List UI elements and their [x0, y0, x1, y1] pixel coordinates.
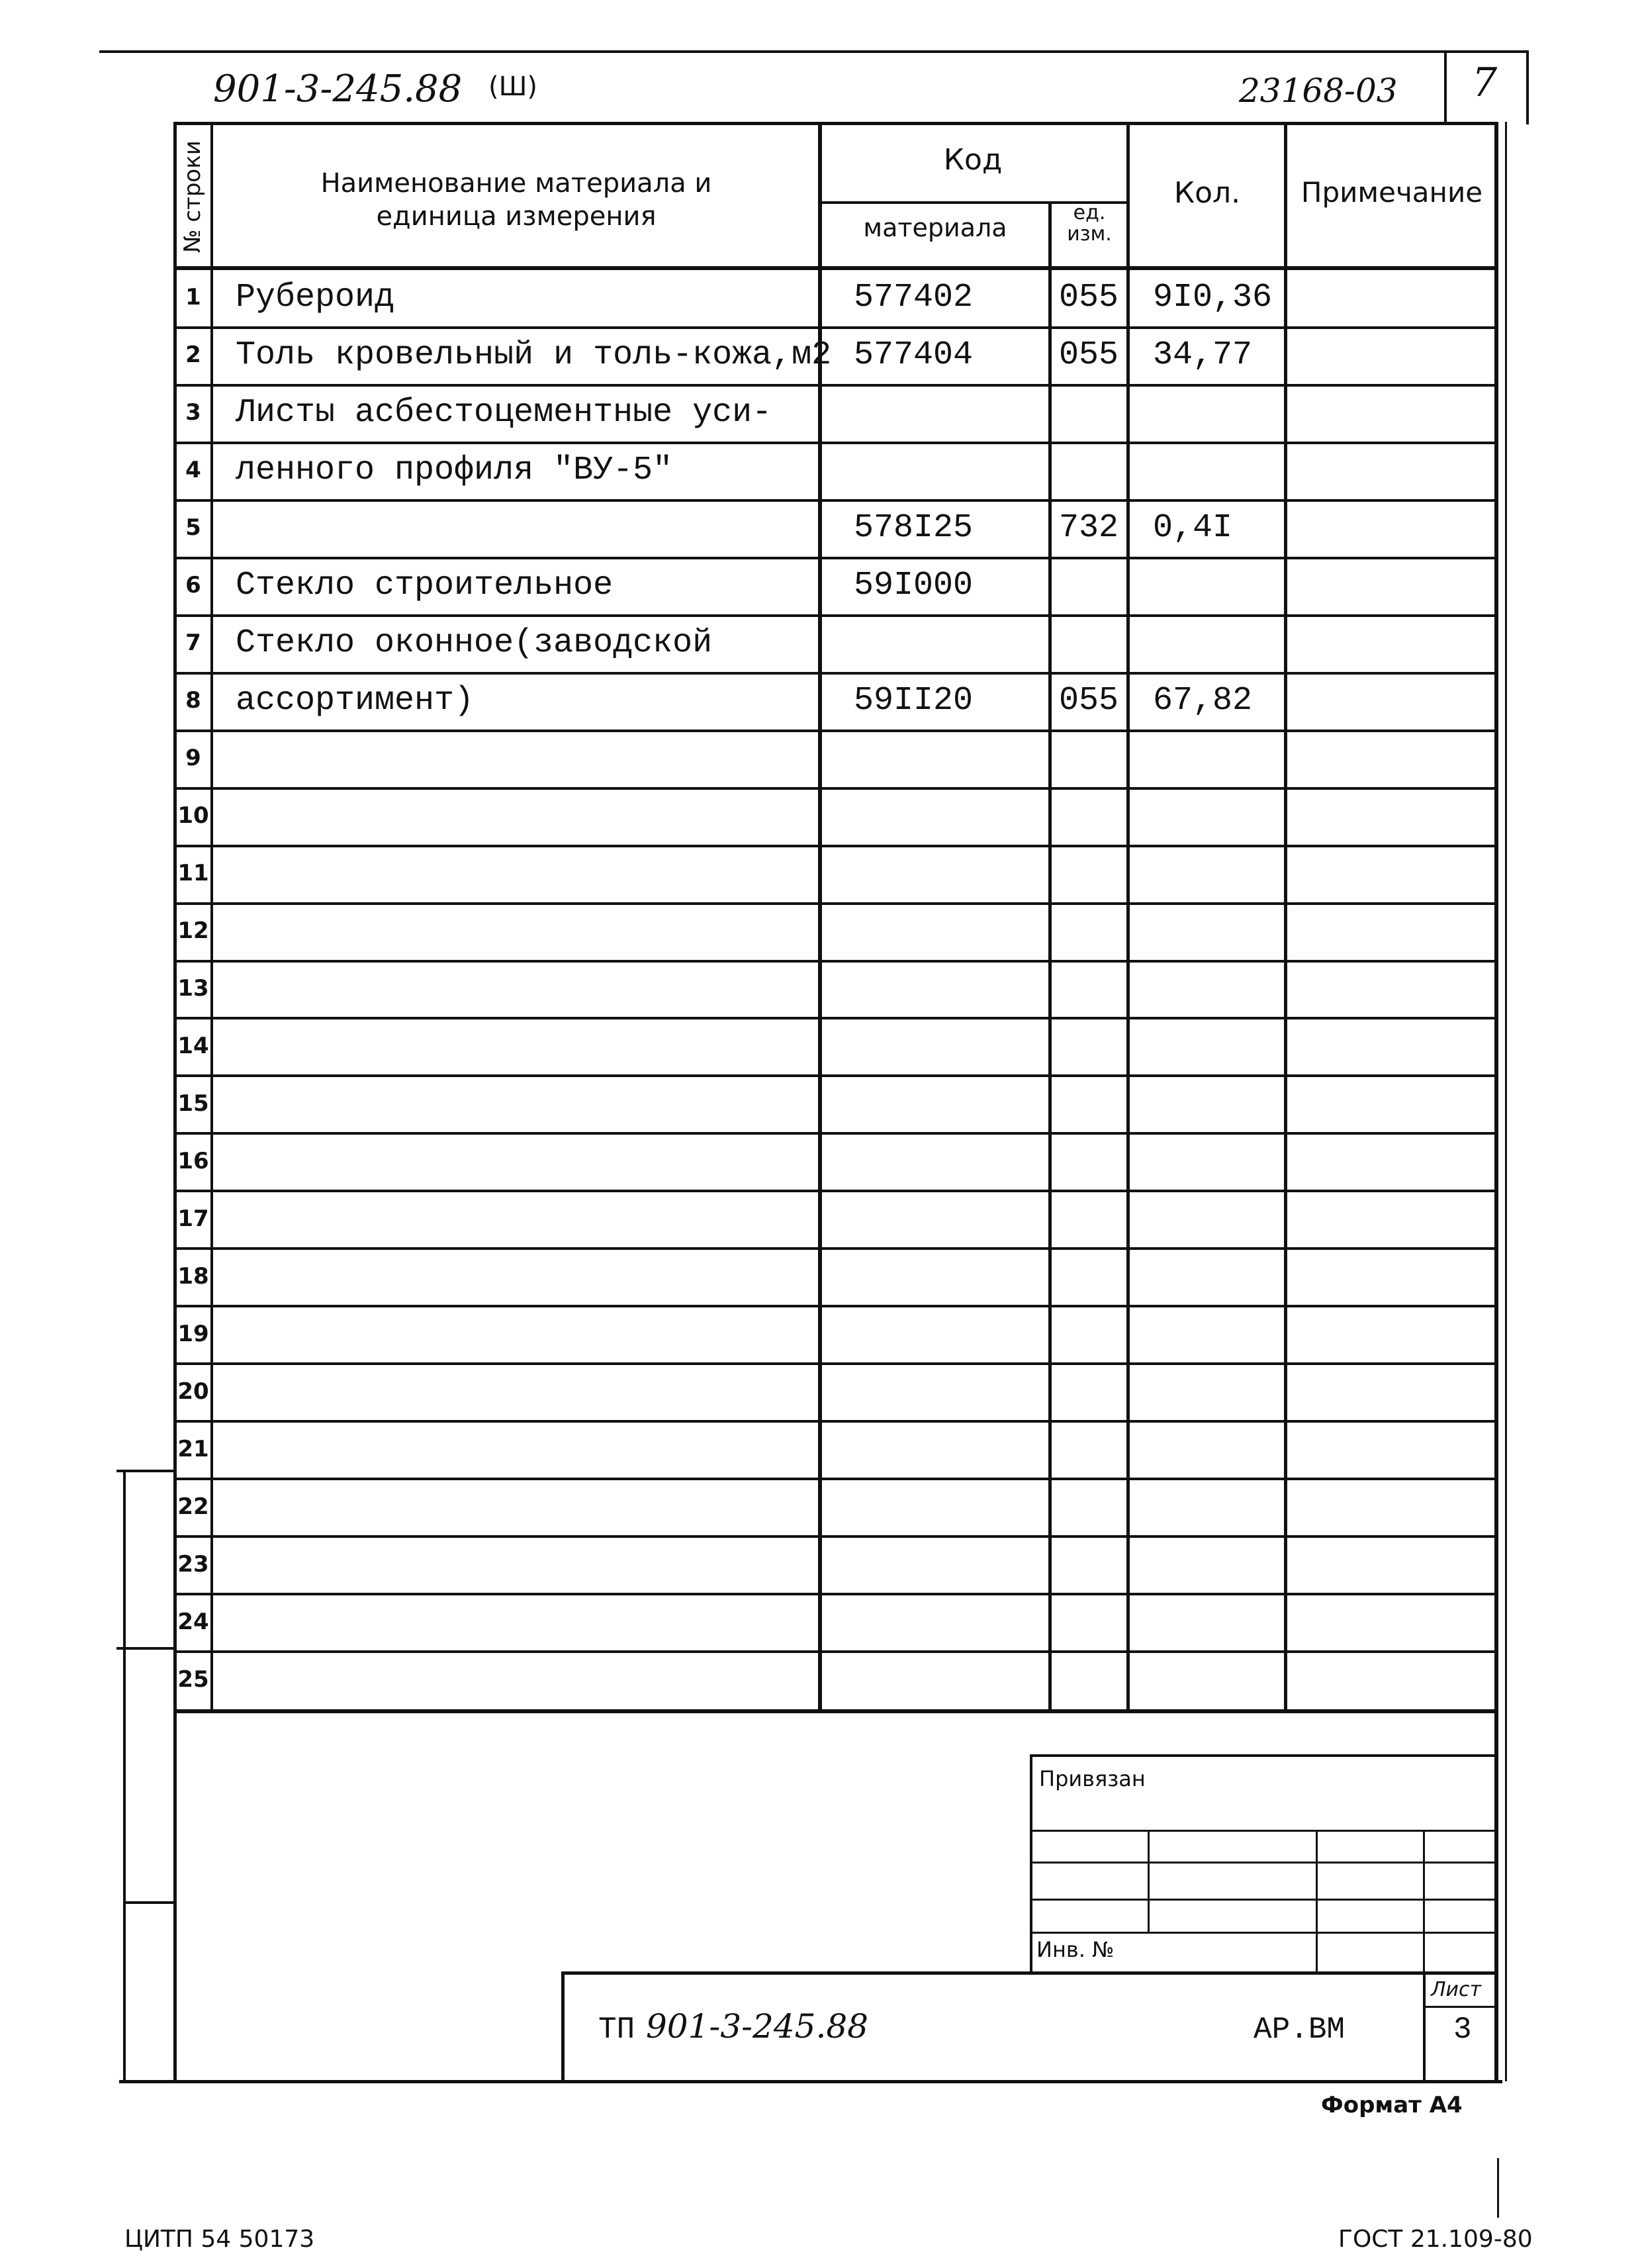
row-number: 23: [177, 1550, 209, 1578]
row-name: Листы асбестоцементные уси-: [236, 394, 772, 432]
sheet-box-left: [1423, 1971, 1426, 2083]
note-header: Примечание: [1300, 176, 1483, 209]
row-name: Стекло оконное(заводской: [236, 624, 713, 663]
rows-bottom: [173, 1709, 1497, 1713]
row-number: 8: [185, 687, 201, 714]
format-label: Формат А4: [1321, 2092, 1463, 2118]
doc-code: 23168-03: [1239, 71, 1398, 110]
table-right: [1494, 122, 1498, 2081]
row-divider: [173, 1017, 1497, 1019]
title-block-left: [561, 1971, 565, 2083]
row-material-code: 578I25: [854, 509, 974, 547]
row-number: 7: [185, 630, 201, 657]
footer-left: ЦИТП 54 50173: [124, 2226, 315, 2253]
page-number-box-left: [1444, 50, 1447, 124]
inv-no-label: Инв. №: [1036, 1937, 1115, 1962]
row-number: 12: [177, 918, 209, 945]
material-header: материала: [863, 213, 1007, 242]
row-divider: [173, 384, 1497, 387]
col-div-unit: [1048, 203, 1052, 1711]
row-divider: [173, 960, 1497, 963]
col-div-rownum: [210, 122, 213, 1711]
row-divider: [173, 442, 1497, 444]
row-name: Стекло строительное: [236, 567, 614, 605]
row-divider: [173, 1593, 1497, 1595]
row-divider: [173, 1362, 1497, 1365]
header-bottom: [173, 266, 1497, 270]
outer-right-double: [1505, 122, 1507, 2081]
row-divider: [173, 1074, 1497, 1077]
row-material-code: 577402: [854, 279, 974, 317]
left-strip-low: [123, 1901, 176, 1904]
row-name: ассортимент): [236, 682, 475, 720]
row-divider: [173, 1190, 1497, 1192]
row-material-code: 59I000: [854, 567, 974, 605]
doc-number: 901-3-245.88: [213, 68, 463, 111]
row-number: 16: [177, 1147, 209, 1174]
row-number: 20: [177, 1378, 209, 1405]
row-number: 1: [185, 284, 201, 311]
row-quantity: 0,4I: [1153, 509, 1233, 547]
sheet-label: Лист: [1431, 1978, 1482, 2001]
row-number: 24: [177, 1608, 209, 1635]
row-number: 22: [177, 1493, 209, 1520]
row-unit-code: 055: [1059, 336, 1119, 375]
col-div-note: [1284, 122, 1287, 1711]
stamp-grid-3: [1030, 1899, 1497, 1901]
rownum-header: [177, 134, 208, 260]
stamp-bottom: [119, 2080, 1502, 2083]
rownum-header-text: № строки: [179, 140, 206, 253]
row-name: Толь кровельный и толь-кожа,м2: [236, 336, 832, 375]
stamp-grid-2: [1030, 1862, 1497, 1864]
row-unit-code: 055: [1059, 682, 1119, 720]
name-header: Наименование материала и единица измерения: [320, 168, 712, 232]
row-number: 3: [185, 399, 201, 426]
row-divider: [173, 1420, 1497, 1423]
row-material-code: 59II20: [854, 682, 974, 720]
row-number: 9: [185, 745, 201, 772]
row-number: 6: [185, 572, 201, 599]
row-divider: [173, 730, 1497, 732]
row-divider: [173, 557, 1497, 559]
row-number: 25: [177, 1666, 209, 1693]
row-number: 17: [177, 1205, 209, 1232]
top-border: [99, 50, 1528, 53]
privyazan-label: Привязан: [1039, 1766, 1146, 1791]
stamp-grid-v3: [1423, 1830, 1425, 1973]
unit-header: ед. изм.: [1067, 201, 1112, 246]
left-strip-top: [116, 1470, 176, 1472]
row-quantity: 9I0,36: [1153, 279, 1273, 317]
row-number: 2: [185, 342, 201, 369]
row-number: 19: [177, 1320, 209, 1347]
section-code: АР.ВМ: [1254, 2012, 1346, 2047]
title-block-top: [561, 1971, 1498, 1975]
row-divider: [173, 326, 1497, 329]
doc-mark: (Ш): [488, 71, 537, 102]
stamp-grid-v2: [1316, 1830, 1318, 1973]
left-strip-mid: [116, 1647, 176, 1650]
row-divider: [173, 787, 1497, 790]
row-number: 13: [177, 975, 209, 1002]
page-number-box-right: [1526, 50, 1529, 124]
row-divider: [173, 1478, 1497, 1480]
row-number: 15: [177, 1090, 209, 1117]
row-number: 10: [177, 802, 209, 829]
privyazan-left: [1030, 1754, 1032, 1973]
row-number: 14: [177, 1032, 209, 1059]
row-divider: [173, 1650, 1497, 1653]
sheet-box-mid: [1423, 2006, 1497, 2008]
row-unit-code: 055: [1059, 279, 1119, 317]
row-number: 11: [177, 860, 209, 887]
row-number: 5: [185, 514, 201, 542]
stamp-grid-v1: [1148, 1830, 1150, 1932]
row-quantity: 67,82: [1153, 682, 1253, 720]
row-divider: [173, 1247, 1497, 1250]
row-number: 18: [177, 1262, 209, 1290]
row-name: ленного профиля "ВУ-5": [236, 451, 673, 490]
row-divider: [173, 845, 1497, 847]
row-divider: [173, 1132, 1497, 1135]
row-divider: [173, 499, 1497, 502]
kod-header: Код: [943, 143, 1003, 177]
right-tick: [1497, 2158, 1499, 2218]
footer-right: ГОСТ 21.109-80: [1338, 2226, 1533, 2253]
row-name: Рубероид: [236, 279, 395, 317]
tp-number: 901-3-245.88: [646, 2007, 868, 2046]
tp-prefix: ТП: [598, 2012, 635, 2047]
qty-header: Кол.: [1173, 176, 1241, 210]
stamp-grid-4: [1030, 1932, 1497, 1934]
row-number: 4: [185, 457, 201, 484]
row-material-code: 577404: [854, 336, 974, 375]
left-margin-strip: [123, 1470, 126, 2080]
row-divider: [173, 614, 1497, 617]
sheet-value: 3: [1453, 2012, 1472, 2047]
row-number: 21: [177, 1435, 209, 1462]
row-divider: [173, 672, 1497, 675]
privyazan-top: [1030, 1754, 1497, 1757]
row-divider: [173, 1535, 1497, 1538]
table-top: [173, 122, 1497, 125]
stamp-grid-1: [1030, 1830, 1497, 1832]
row-divider: [173, 902, 1497, 905]
col-div-qty: [1126, 122, 1130, 1711]
row-quantity: 34,77: [1153, 336, 1253, 375]
page-number: 7: [1472, 60, 1498, 106]
row-divider: [173, 1305, 1497, 1307]
row-unit-code: 732: [1059, 509, 1119, 547]
